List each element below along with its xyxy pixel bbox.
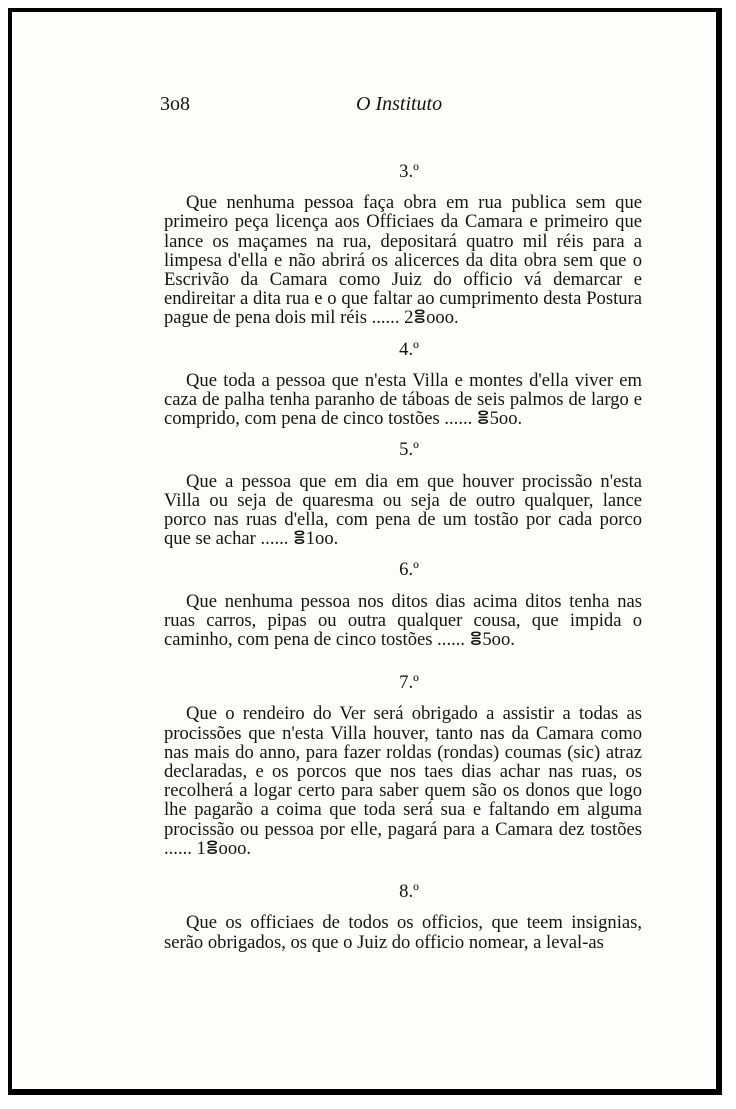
section-6 — [164, 560, 642, 649]
section-number: 6.º — [399, 559, 419, 581]
text-block — [164, 162, 642, 952]
section-paragraph: Que toda a pessoa que n'esta Villa e montes d'ella viver em caza de palha tenha paranho de táboas de seis palmos de largo e comprido, com pena de cinco tostões ...... ⴻ5oo. — [164, 369, 642, 430]
section-paragraph: Que os officiaes de todos os officios, que teem insignias, serão obrigados, os que o Juiz do officio nomear, a leval-as — [164, 912, 642, 953]
section-3 — [164, 162, 642, 328]
running-head — [160, 93, 642, 121]
section-number: 5.º — [399, 439, 419, 461]
section-number: 3.º — [399, 161, 419, 182]
section-5 — [164, 440, 642, 548]
section-7 — [164, 673, 642, 858]
journal-title: O Instituto — [356, 93, 443, 115]
section-number: 7.º — [399, 672, 419, 694]
section-8 — [164, 882, 642, 952]
section-paragraph: Que o rendeiro do Ver será obrigado a assistir a todas as procissões que n'esta Villa houver, tanto nas da Camara como nas mais do anno, para fazer roldas (rondas) coumas (sic) atraz declaradas, e os porcos que nos taes dias achar nas ruas, os recolherá a logar certo para saber quem são os donos que logo lhe pagarão a coima que toda será sua e faltando em alguma procissão ou pessoa por elle, pagará para a Camara dez tostões ...... 1ⴻooo. — [164, 703, 642, 859]
section-paragraph: Que nenhuma pessoa faça obra em rua publica sem que primeiro peça licença aos Officiaes da Camara e primeiro que lance os maçames na rua, depositará quatro mil réis para a limpesa d'ella e não abrirá os alicerces da dita obra sem que o Escrivão da Camara como Juiz do officio vá demarcar e endireitar a dita rua e o que faltar ao cumprimento desta Postura pague de pena dois mil réis ...... 2ⴻooo. — [164, 192, 642, 329]
section-paragraph: Que nenhuma pessoa nos ditos dias acima ditos tenha nas ruas carros, pipas ou outra qualquer cousa, que impida o caminho, com pena de cinco tostões ...... ⴻ5oo. — [164, 590, 642, 651]
section-4 — [164, 340, 642, 429]
section-paragraph: Que a pessoa que em dia em que houver procissão n'esta Villa ou seja de quaresma ou seja de outro qualquer, lance porco nas ruas d'ella, com pena de um tostão por cada porco que se achar ...... ⴻ1oo. — [164, 470, 642, 550]
page — [8, 8, 722, 1095]
section-number: 4.º — [399, 338, 419, 360]
page-number: 3o8 — [160, 93, 190, 115]
section-number: 8.º — [399, 881, 419, 903]
